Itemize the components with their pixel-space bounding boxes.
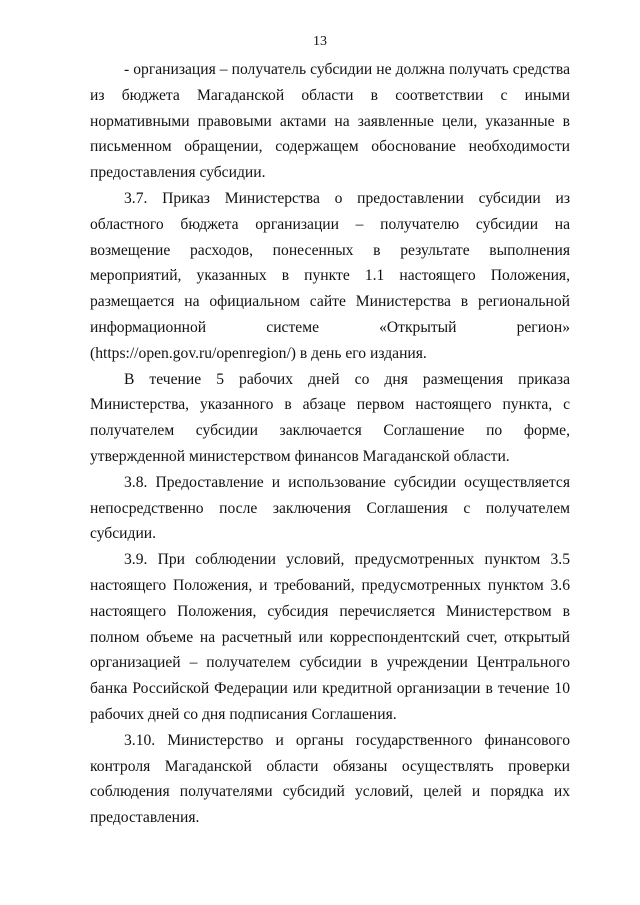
paragraph-3-10: 3.10. Министерство и органы государственного финансового контроля Магаданской области обязаны осуществлять проверки соблюдения получателями субсидий условий, целей и порядка их предоставления.: [90, 731, 570, 827]
document-body: [90, 57, 570, 831]
paragraph-3-9: 3.9. При соблюдении условий, предусмотренных пунктом 3.5 настоящего Положения, и требований, предусмотренных пунктом 3.6 настоящего Положения, субсидия перечисляется Министерством в полном объеме на расчетный или корреспондентский счет, открытый организацией – получателем субсидии в учреждении Центрального банка Российской Федерации или кредитной организации в течение 10 рабочих дней со дня подписания Соглашения.: [90, 551, 570, 723]
paragraph-3-7-agreement: В течение 5 рабочих дней со дня размещения приказа Министерства, указанного в абзаце первом настоящего пункта, с получателем субсидии заключается Соглашение по форме, утвержденной министерством финансов Магаданской области.: [90, 370, 570, 465]
page-number: 13: [313, 34, 327, 49]
paragraph-organization-condition: - организация – получатель субсидии не должна получать средства из бюджета Магаданской области в соответствии с иными нормативными правовыми актами на заявленные цели, указанные в письменном обращении, содержащем обоснование необходимости предоставления субсидии.: [90, 61, 570, 182]
paragraph-3-7: 3.7. Приказ Министерства о предоставлении субсидии из областного бюджета организации – получателю субсидии на возмещение расходов, понесенных в результате выполнения мероприятий, указанных в пункте 1.1 настоящего Положения, размещается на официальном сайте Министерства в региональной информационной системе «Открытый регион» (https://open.gov.ru/openregion/) в день его издания.: [90, 189, 570, 362]
paragraph-3-8: 3.8. Предоставление и использование субсидии осуществляется непосредственно после заключения Соглашения с получателем субсидии.: [90, 473, 570, 543]
